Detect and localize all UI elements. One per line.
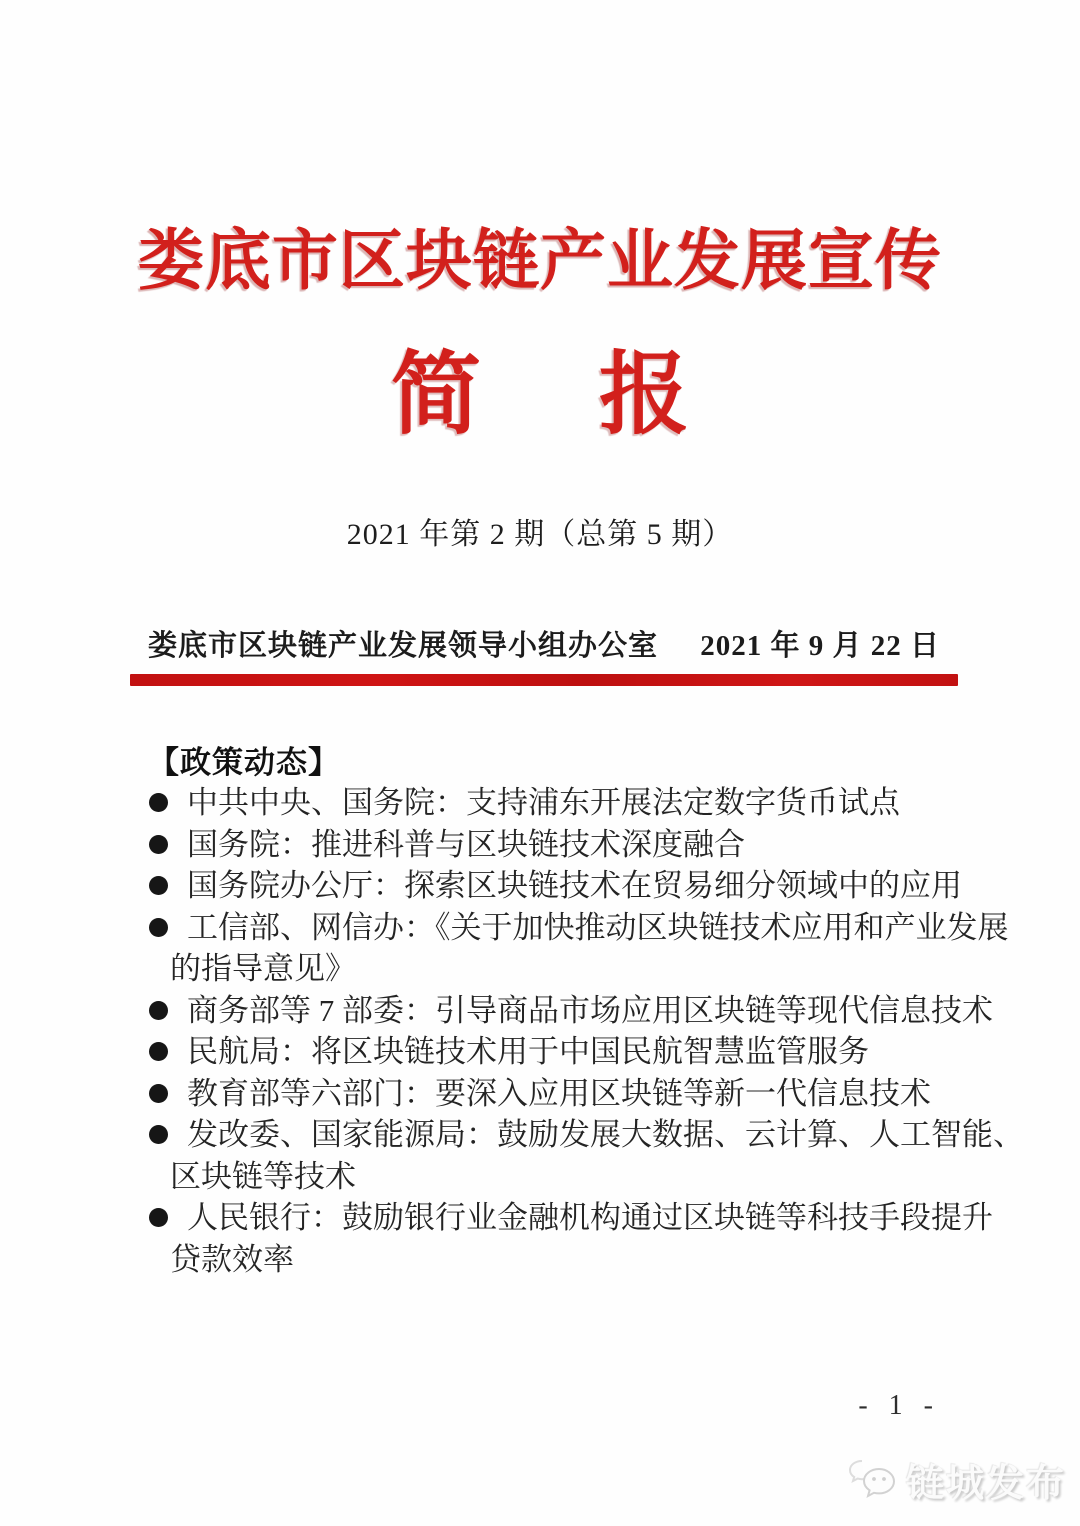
bulletin-title-line2 <box>0 346 1080 445</box>
page-number: - 1 - <box>858 1390 940 1421</box>
bullet-dot-icon <box>149 1042 168 1061</box>
list-item-text: 工信部、网信办：《关于加快推动区块链技术应用和产业发展 <box>187 909 1009 945</box>
list-item-text: 民航局：将区块链技术用于中国民航智慧监管服务 <box>187 1034 869 1069</box>
watermark <box>846 1452 1066 1507</box>
list-item <box>148 1197 1000 1280</box>
bullet-dot-icon <box>149 793 168 812</box>
publication-date: 2021 年 9 月 22 日 <box>700 630 940 662</box>
list-item-text: 人民银行：鼓励银行业金融机构通过区块链等科技手段提升 <box>187 1200 993 1235</box>
list-item <box>148 782 1000 824</box>
list-item <box>148 824 1000 866</box>
list-item <box>148 865 1000 907</box>
bullet-dot-icon <box>149 918 168 937</box>
list-item-text-wrap: 贷款效率 <box>170 1241 294 1277</box>
issuing-office: 娄底市区块链产业发展领导小组办公室 <box>148 630 659 662</box>
wechat-icon <box>846 1457 898 1503</box>
list-item <box>148 1114 1024 1197</box>
masthead-divider-rule <box>130 674 958 686</box>
bullet-dot-icon <box>149 876 168 895</box>
list-item-text-wrap: 区块链等技术 <box>170 1158 356 1194</box>
bulletin-title-line1: 娄底市区块链产业发展宣传 <box>138 225 942 298</box>
list-item <box>148 1073 1000 1115</box>
list-item-text: 国务院办公厅：探索区块链技术在贸易细分领域中的应用 <box>187 868 962 903</box>
list-item-text: 中共中央、国务院：支持浦东开展法定数字货币试点 <box>187 785 900 820</box>
list-item-text: 国务院：推进科普与区块链技术深度融合 <box>187 826 745 862</box>
list-item <box>148 1031 1000 1073</box>
list-item-text: 商务部等 7 部委：引导商品市场应用区块链等现代信息技术 <box>187 992 993 1028</box>
bullet-dot-icon <box>149 835 168 854</box>
watermark-label: 链城发布 <box>905 1463 1066 1505</box>
list-item-text: 教育部等六部门：要深入应用区块链等新一代信息技术 <box>187 1075 931 1111</box>
section-heading-policy: 【政策动态】 <box>148 745 340 780</box>
list-item-text-wrap: 的指导意见》 <box>170 951 356 986</box>
issue-number-line: 2021 年第 2 期（总第 5 期） <box>346 518 734 551</box>
list-item <box>148 907 1009 990</box>
bullet-dot-icon <box>149 1125 168 1144</box>
bullet-dot-icon <box>149 1001 168 1020</box>
bulletin-title-line2-text: 简报 <box>391 346 807 445</box>
policy-list <box>148 782 1024 1280</box>
masthead-row <box>148 623 940 664</box>
bullet-dot-icon <box>149 1084 168 1103</box>
list-item <box>148 990 1000 1032</box>
bullet-dot-icon <box>149 1208 168 1227</box>
list-item-text: 发改委、国家能源局：鼓励发展大数据、云计算、人工智能、 <box>187 1117 1024 1152</box>
